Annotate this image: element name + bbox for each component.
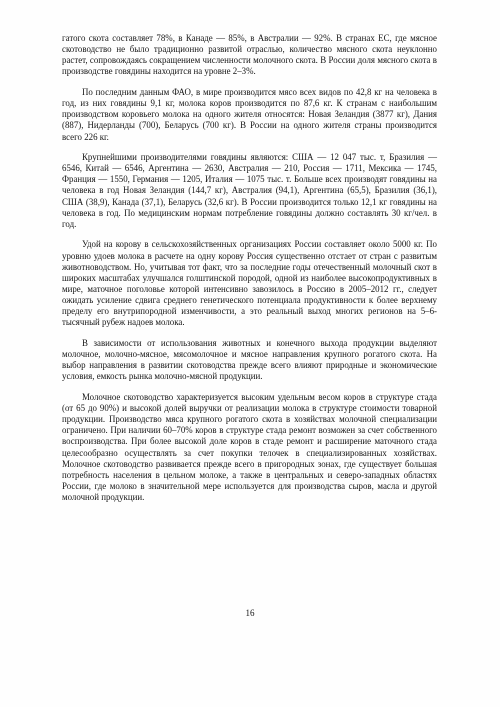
page-number: 16: [245, 608, 255, 618]
body-text: [62, 33, 437, 503]
paragraph-1: гатого скота составляет 78%, в Канаде — 85%, в Австралии — 92%. В странах ЕС, где мясное скотоводство не было традиционно развитой отраслью, количество мясного скота неуклонно растет, сопровождаясь сокращением численности молочного скота. В России доля мясного скота в производстве говядины находится на уровне 2–3%.: [62, 33, 437, 77]
paragraph-3: Крупнейшими производителями говядины являются: США — 12 047 тыс. т, Бразилия — 6546, Китай — 6546, Аргентина — 2630, Австралия — 210, Россия — 1711, Мексика — 1745, Франция — 1550, Германия — 1205, Италия — 1075 тыс. т. Больше всех производят говядины на человека в год Новая Зеландия (144,7 кг), Австралия (94,1), Аргентина (65,5), Бразилия (36,1), США (38,9), Канада (37,1), Беларусь (32,6 кг). В России производится только 12,1 кг говядины на человека в год. По медицинским нормам потребление говядины должно составлять 30 кг/чел. в год.: [62, 152, 437, 229]
paragraph-2: По последним данным ФАО, в мире производится мясо всех видов по 42,8 кг на человека в год, из них говядины 9,1 кг, молока коров производится по 87,6 кг. К странам с наибольшим производством коровьего молока на одного жителя относятся: Новая Зеландия (3877 кг), Дания (887), Нидерланды (700), Беларусь (700 кг). В России на одного жителя страны производится всего 226 кг.: [62, 86, 437, 142]
paragraph-4: Удой на корову в сельскохозяйственных организациях России составляет около 5000 кг. По уровню удоев молока в расчете на одну корову Россия существенно отстает от стран с развитым животноводством. Но, учитывая тот факт, что за последние годы отечественный молочный скот в широких масштабах улучшался голштинской породой, одной из наиболее высокопродуктивных в мире, маточное поголовье которой интенсивно завозилось в Россию в 2005–2012 гг., следует ожидать усиление сдвига среднего генетического потенциала продуктивности к более верхнему пределу его внутрипородной изменчивости, а это реальный выход многих регионов на 5–6-тысячный рубеж надоев молока.: [62, 239, 437, 328]
paragraph-5: В зависимости от использования животных и конечного выхода продукции выделяют молочное, молочно-мясное, мясомолочное и мясное направления крупного рогатого скота. На выбор направления в развитии скотоводства прежде всего влияют природные и экономические условия, емкость рынка молочно-мясной продукции.: [62, 337, 437, 382]
paragraph-6: Молочное скотоводство характеризуется высоким удельным весом коров в структуре стада (от 65 до 90%) и высокой долей выручки от реализации молока в структуре стоимости товарной продукции. Производство мяса крупного рогатого скота в хозяйствах молочной специализации ограничено. При наличии 60–70% коров в структуре стада ремонт возможен за счет собственного воспроизводства. При более высокой доле коров в стаде ремонт и расширение маточного стада целесообразно осуществлять за счет покупки телочек в специализированных хозяйствах. Молочное скотоводство развивается прежде всего в пригородных зонах, где существует большая потребность населения в цельном молоке, а также в центральных и северо-западных областях России, где молоко в значительной мере используется для производства сыров, масла и другой молочной продукции.: [62, 391, 437, 503]
